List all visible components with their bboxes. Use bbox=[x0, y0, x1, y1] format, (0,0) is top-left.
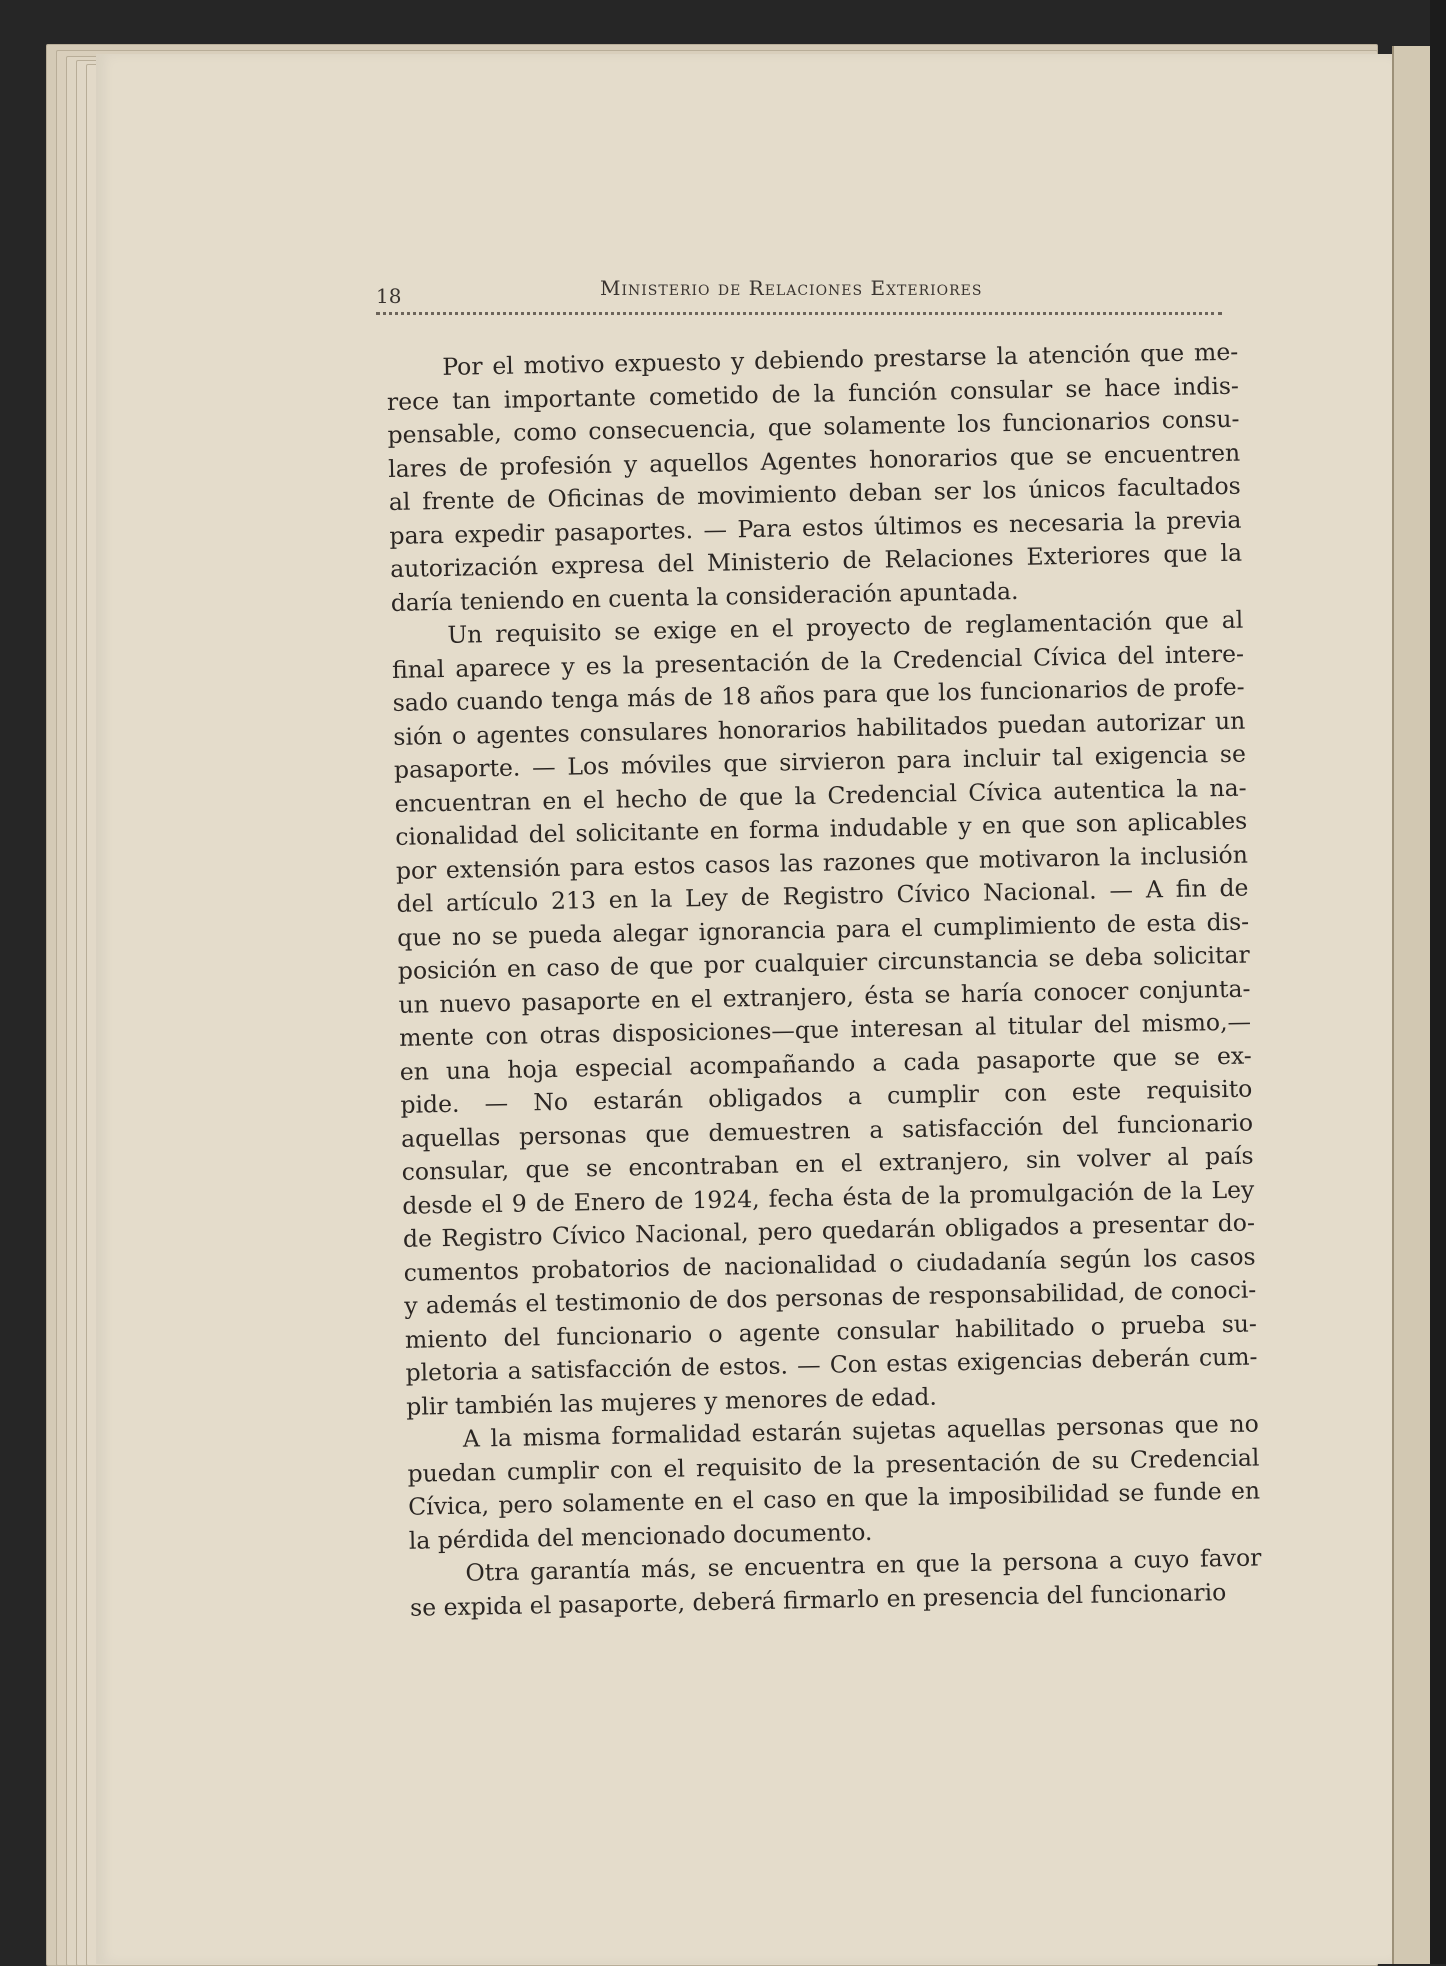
text-line: de Registro Cívico Nacional, pero quedarán obligados a presentar do- bbox=[402, 1208, 1256, 1253]
body-text bbox=[386, 336, 1262, 1625]
text-line: pensable, como consecuencia, que solamente los funcionarios consu- bbox=[387, 404, 1240, 449]
text-line: que no se pueda alegar ignorancia para el cumplimiento de esta dis- bbox=[396, 907, 1250, 952]
text-line: pide. — No estarán obligados a cumplir con este requisito bbox=[400, 1074, 1253, 1119]
text-line: autorización expresa del Ministerio de Relaciones Exteriores que la bbox=[389, 538, 1243, 583]
text-line: consular, que se encontraban en el extranjero, sin volver al país bbox=[401, 1141, 1254, 1186]
text-line: daría teniendo en cuenta la consideración apuntada. bbox=[390, 576, 1019, 617]
text-line: pletoria a satisfacción de estos. — Con estas exigencias deberán cum- bbox=[405, 1342, 1258, 1387]
text-line: miento del funcionario o agente consular habilitado o prueba su- bbox=[404, 1308, 1258, 1354]
facing-page-edge bbox=[1392, 46, 1432, 1964]
text-line: en una hoja especial acompañando a cada pasaporte que se ex- bbox=[399, 1041, 1252, 1086]
text-line: Un requisito se exige en el proyecto de reglamentación que al bbox=[447, 605, 1244, 649]
text-line: lares de profesión y aquellos Agentes honorarios que se encuentren bbox=[387, 438, 1241, 483]
text-line: aquellas personas que demuestren a satisfacción del funcionario bbox=[400, 1108, 1254, 1153]
text-line: puedan cumplir con el requisito de la presentación de su Credencial bbox=[407, 1442, 1260, 1488]
text-line: desde el 9 de Enero de 1924, fecha ésta de la promulgación de la Ley bbox=[402, 1174, 1255, 1220]
text-line: del artículo 213 en la Ley de Registro Cívico Nacional. — A fin de bbox=[396, 873, 1249, 918]
text-line: Otra garantía más, se encuentra en que la persona a cuyo favor bbox=[465, 1543, 1262, 1587]
text-line: la pérdida del mencionado documento. bbox=[408, 1517, 873, 1555]
text-line: encuentran en el hecho de que la Credencial Cívica autentica la na- bbox=[394, 773, 1247, 818]
text-line: Cívica, pero solamente en el caso en que la imposibilidad se funde en bbox=[407, 1476, 1261, 1521]
text-line: al frente de Oficinas de movimiento deban ser los únicos facultados bbox=[388, 471, 1241, 516]
text-line: rece tan importante cometido de la función consular se hace indis- bbox=[386, 371, 1240, 416]
text-line: posición en caso de que por cualquier circunstancia se deba solicitar bbox=[397, 940, 1250, 985]
text-line: para expedir pasaportes. — Para estos últimos es necesaria la previa bbox=[389, 505, 1242, 550]
text-line: por extensión para estos casos las razones que motivaron la inclusión bbox=[395, 840, 1249, 885]
background-strip bbox=[1430, 0, 1446, 1964]
running-head: Ministerio de Relaciones Exteriores bbox=[600, 276, 983, 300]
text-line: un nuevo pasaporte en el extranjero, ésta se haría conocer conjunta- bbox=[398, 974, 1251, 1019]
header-rule bbox=[376, 312, 1222, 315]
text-line: plir también las mujeres y menores de edad. bbox=[405, 1382, 938, 1421]
text-line: y además el testimonio de dos personas de responsabilidad, de conoci- bbox=[404, 1275, 1257, 1320]
text-line: final aparece y es la presentación de la Credencial Cívica del intere- bbox=[391, 639, 1245, 684]
text-line: mente con otras disposiciones—que interesan al titular del mismo,— bbox=[398, 1007, 1252, 1052]
text-line: cumentos probatorios de nacionalidad o ciudadanía según los casos bbox=[403, 1241, 1256, 1287]
page-number: 18 bbox=[376, 284, 402, 308]
text-line: sión o agentes consulares honorarios habilitados puedan autorizar un bbox=[393, 706, 1246, 751]
text-line: Por el motivo expuesto y debiendo prestarse la atención que me- bbox=[442, 337, 1239, 381]
text-line: cionalidad del solicitante en forma indudable y en que son aplicables bbox=[395, 806, 1248, 851]
text-line: sado cuando tenga más de 18 años para que los funcionarios de profe- bbox=[392, 672, 1245, 717]
text-line: pasaporte. — Los móviles que sirvieron para incluir tal exigencia se bbox=[393, 739, 1247, 784]
text-line: se expida el pasaporte, deberá firmarlo en presencia del funcionario bbox=[409, 1577, 1227, 1622]
text-line: A la misma formalidad estarán sujetas aquellas personas que no bbox=[462, 1409, 1259, 1453]
page-header bbox=[376, 268, 1226, 322]
